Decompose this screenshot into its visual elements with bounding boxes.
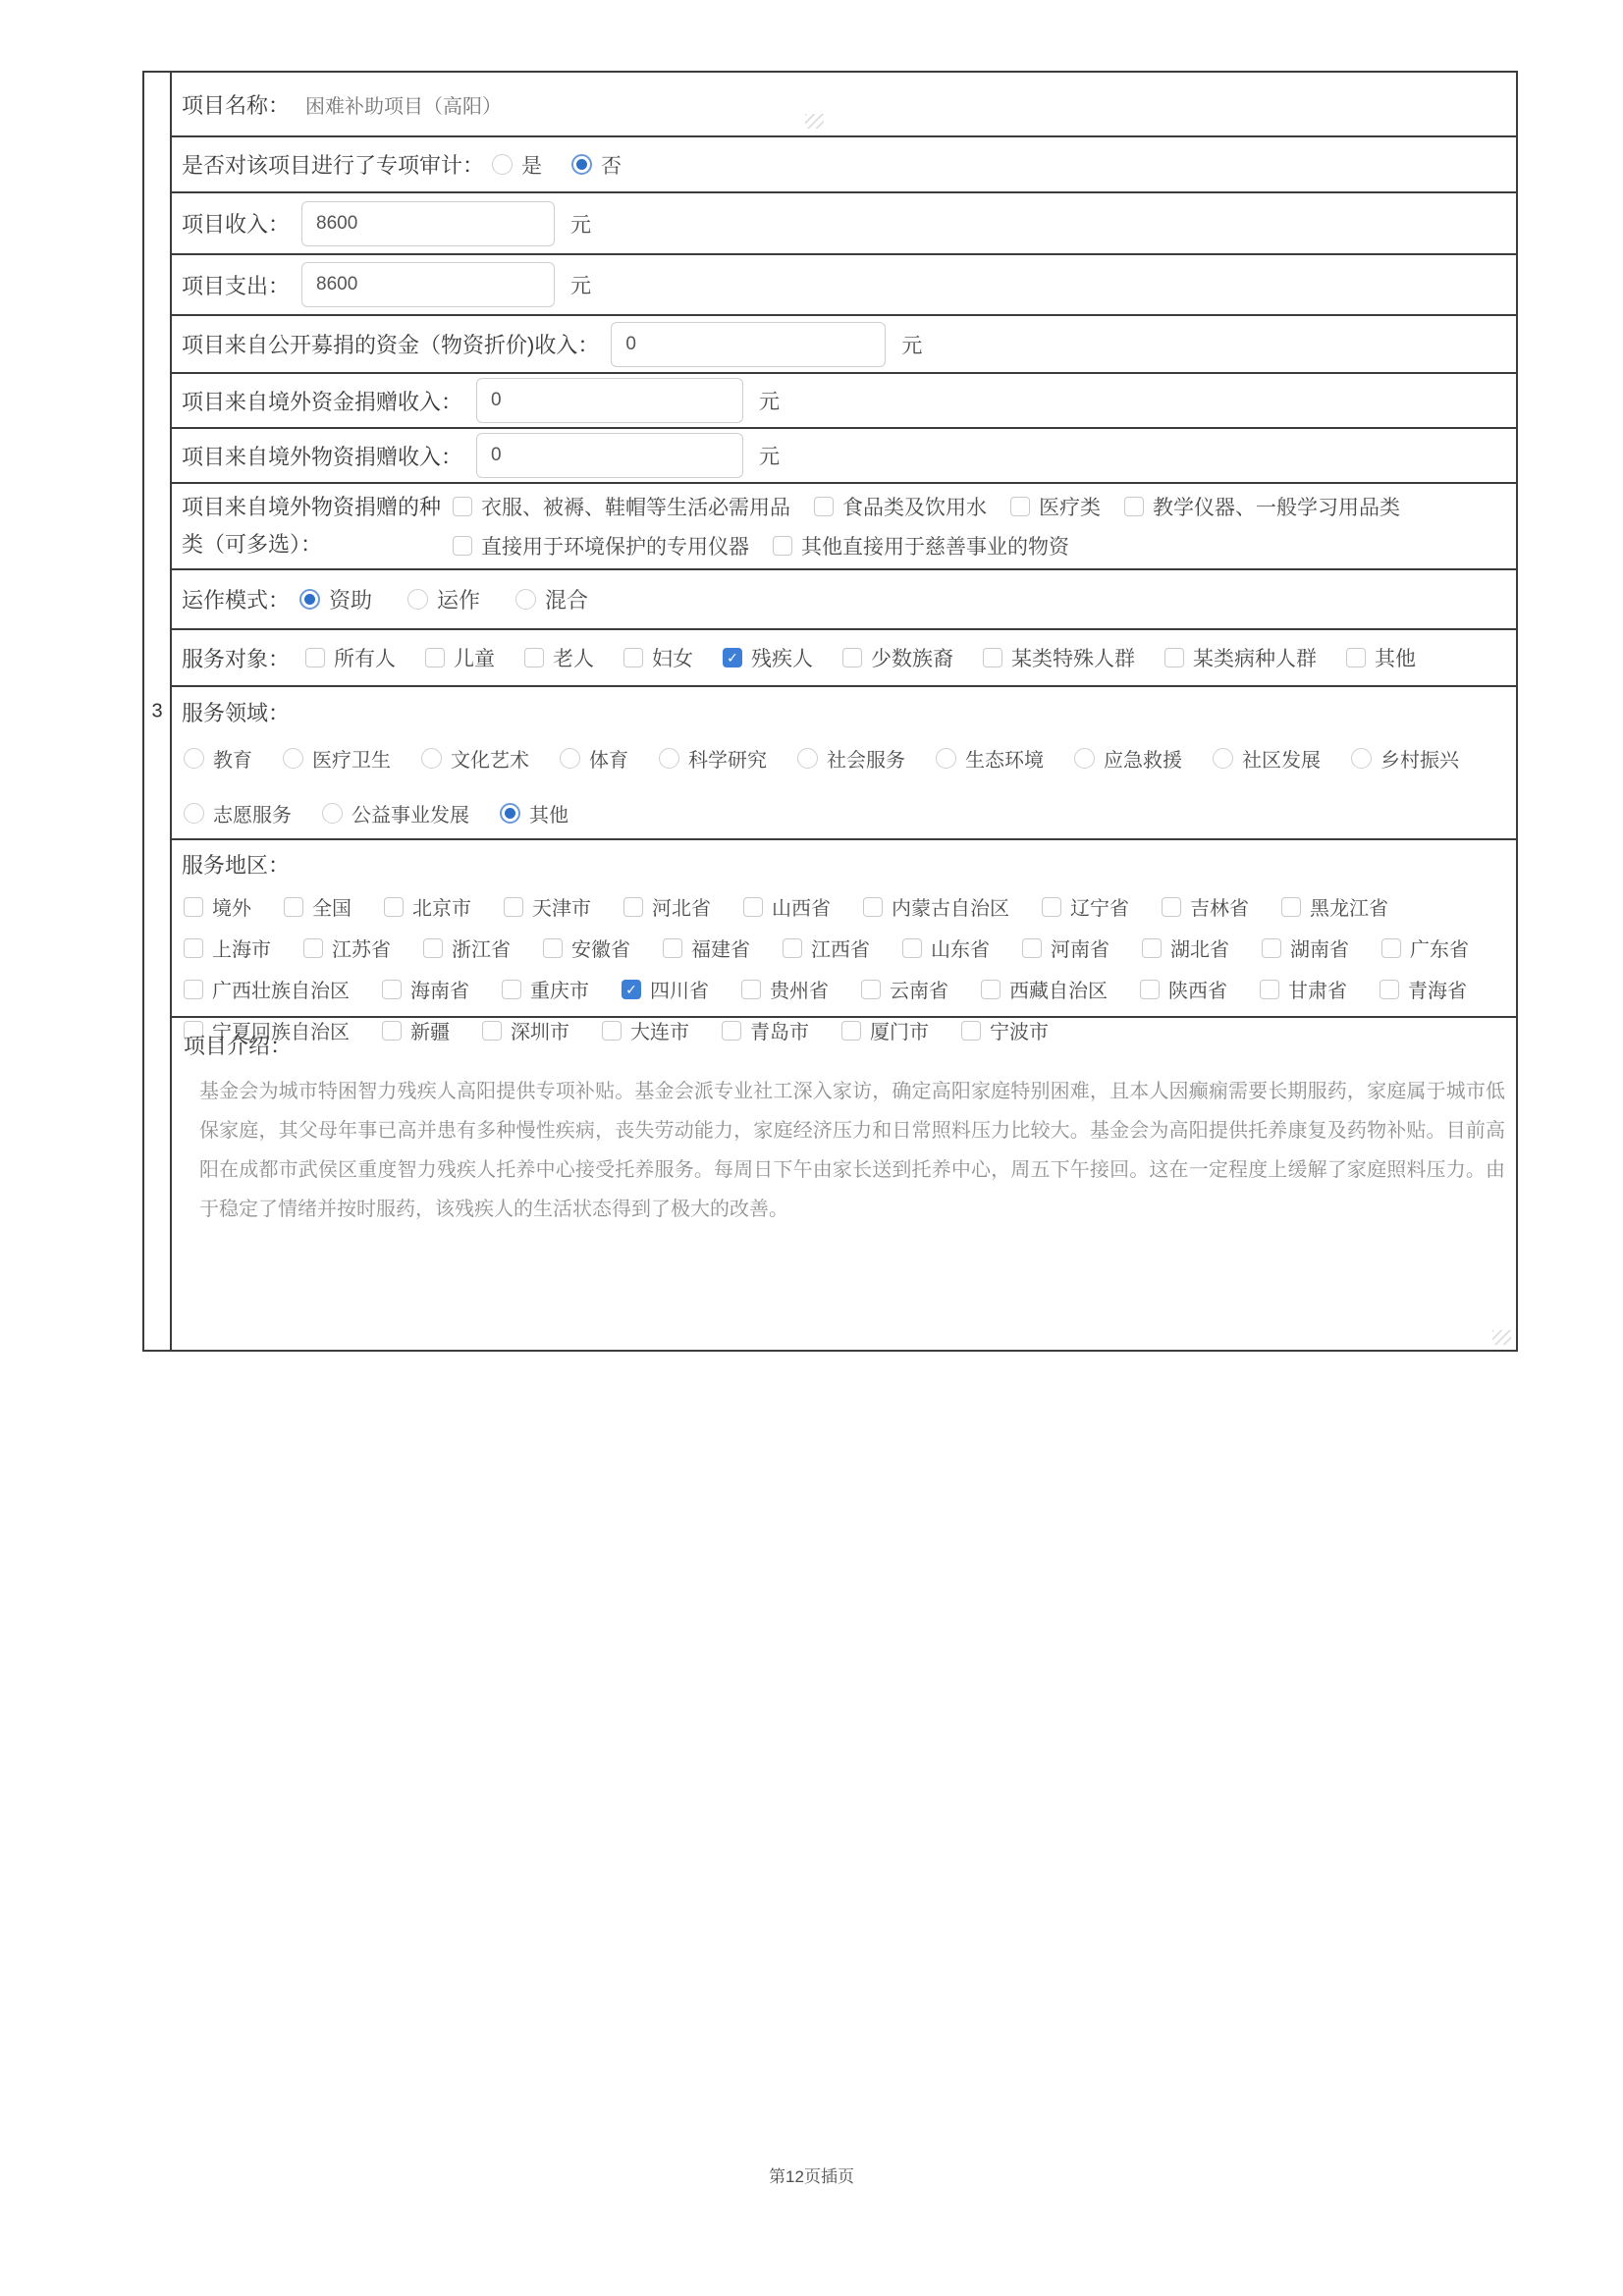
row-service-fields bbox=[172, 687, 1516, 840]
radio-option-label: 资助 bbox=[329, 588, 373, 613]
checkbox-option[interactable] bbox=[1140, 975, 1227, 1003]
checkbox-option[interactable] bbox=[983, 643, 1135, 672]
overseas-goods-income-input[interactable] bbox=[476, 433, 743, 478]
row-operation-mode bbox=[172, 570, 1516, 630]
checkbox-option-label: 云南省 bbox=[890, 981, 948, 1002]
radio-option[interactable] bbox=[936, 744, 1044, 773]
checkbox-option[interactable] bbox=[1042, 892, 1129, 921]
project-income-input[interactable] bbox=[301, 201, 555, 246]
overseas-goods-types-label: 项目来自境外物资捐赠的种类（可多选）： bbox=[182, 494, 442, 557]
checkbox-option-label: 广西壮族自治区 bbox=[212, 981, 350, 1002]
radio-option-label: 教育 bbox=[213, 750, 252, 772]
checkbox-option[interactable] bbox=[453, 531, 749, 561]
checkbox-option-label: 陕西省 bbox=[1168, 981, 1227, 1002]
checkbox-option[interactable] bbox=[1281, 892, 1388, 921]
radio-option[interactable] bbox=[515, 584, 588, 614]
overseas-goods-income-label: 项目来自境外物资捐赠收入： bbox=[182, 444, 463, 469]
checkbox-option-label: 新疆 bbox=[410, 1022, 450, 1043]
row-index-gutter bbox=[144, 73, 172, 1350]
row-public-donation-income bbox=[172, 316, 1516, 374]
checkbox-icon[interactable] bbox=[1346, 648, 1366, 667]
checkbox-option[interactable] bbox=[814, 492, 987, 521]
radio-option-label: 否 bbox=[601, 154, 622, 178]
checkbox-option-label: 江苏省 bbox=[332, 939, 391, 961]
checkbox-option-label: 山西省 bbox=[772, 898, 831, 920]
radio-option-label: 乡村振兴 bbox=[1380, 750, 1459, 772]
radio-icon[interactable] bbox=[184, 748, 204, 769]
page-footer: 第12页插页 bbox=[769, 2167, 854, 2186]
row-project-expense bbox=[172, 255, 1516, 316]
row-service-regions bbox=[172, 840, 1516, 1043]
service-regions-label: 服务地区： bbox=[182, 853, 291, 878]
project-income-unit: 元 bbox=[570, 213, 592, 237]
special-audit-label: 是否对该项目进行了专项审计： bbox=[182, 153, 485, 178]
checkbox-option[interactable] bbox=[741, 975, 829, 1003]
checkbox-icon[interactable] bbox=[981, 980, 1001, 999]
checkbox-option[interactable] bbox=[384, 892, 471, 921]
checkbox-icon[interactable]: ✓ bbox=[622, 980, 641, 999]
row-index: 3 bbox=[151, 700, 163, 721]
checkbox-icon[interactable] bbox=[305, 648, 325, 667]
service-fields-line bbox=[184, 744, 1502, 773]
checkbox-icon[interactable] bbox=[1142, 938, 1162, 958]
checkbox-icon[interactable] bbox=[303, 938, 323, 958]
radio-option[interactable] bbox=[492, 150, 542, 180]
radio-option[interactable] bbox=[1351, 744, 1459, 773]
public-donation-income-unit: 元 bbox=[901, 334, 923, 357]
checkbox-option-label: 辽宁省 bbox=[1070, 898, 1129, 920]
radio-option[interactable] bbox=[299, 584, 372, 614]
radio-icon[interactable] bbox=[936, 748, 956, 769]
checkbox-option-label: 所有人 bbox=[334, 648, 397, 670]
checkbox-option[interactable] bbox=[743, 892, 831, 921]
radio-option-label: 社会服务 bbox=[827, 750, 905, 772]
radio-option[interactable] bbox=[184, 744, 252, 773]
checkbox-option-label: 教学仪器、一般学习用品类 bbox=[1153, 497, 1400, 519]
checkbox-option-label: 厦门市 bbox=[870, 1022, 929, 1043]
checkbox-icon[interactable] bbox=[773, 536, 792, 556]
checkbox-option-label: 山东省 bbox=[931, 939, 990, 961]
checkbox-option[interactable] bbox=[622, 975, 709, 1003]
checkbox-icon[interactable] bbox=[1010, 497, 1030, 516]
checkbox-icon[interactable] bbox=[861, 980, 881, 999]
checkbox-option[interactable] bbox=[863, 892, 1009, 921]
service-targets-group bbox=[305, 643, 1416, 672]
radio-icon[interactable] bbox=[184, 803, 204, 824]
checkbox-option-label: 某类特殊人群 bbox=[1011, 648, 1136, 670]
checkbox-option[interactable] bbox=[543, 934, 630, 962]
radio-option[interactable] bbox=[659, 744, 767, 773]
checkbox-icon[interactable] bbox=[543, 938, 563, 958]
checkbox-option-label: 四川省 bbox=[650, 981, 709, 1002]
checkbox-option[interactable] bbox=[773, 531, 1069, 561]
checkbox-option[interactable] bbox=[981, 975, 1108, 1003]
radio-icon[interactable] bbox=[1074, 748, 1095, 769]
checkbox-icon[interactable] bbox=[384, 897, 404, 917]
checkbox-option[interactable] bbox=[423, 934, 511, 962]
radio-icon[interactable] bbox=[407, 589, 428, 610]
checkbox-option-label: 浙江省 bbox=[452, 939, 511, 961]
checkbox-icon[interactable] bbox=[1022, 938, 1042, 958]
overseas-fund-income-input[interactable] bbox=[476, 378, 743, 423]
checkbox-option[interactable] bbox=[453, 492, 790, 521]
row-project-name bbox=[172, 73, 1516, 137]
checkbox-option[interactable] bbox=[284, 892, 352, 921]
radio-option-label: 生态环境 bbox=[965, 750, 1044, 772]
radio-icon[interactable] bbox=[500, 803, 520, 824]
checkbox-icon[interactable] bbox=[502, 980, 521, 999]
checkbox-option-label: 福建省 bbox=[691, 939, 750, 961]
checkbox-option-label: 重庆市 bbox=[530, 981, 589, 1002]
radio-option-label: 运作 bbox=[437, 588, 481, 613]
checkbox-option-label: 其他直接用于慈善事业的物资 bbox=[801, 536, 1069, 559]
checkbox-option[interactable] bbox=[184, 934, 271, 962]
checkbox-option[interactable] bbox=[1164, 643, 1317, 672]
radio-option-label: 社区发展 bbox=[1242, 750, 1321, 772]
project-expense-unit: 元 bbox=[570, 275, 592, 297]
radio-option[interactable] bbox=[1074, 744, 1182, 773]
row-overseas-goods-income bbox=[172, 429, 1516, 484]
checkbox-icon[interactable] bbox=[284, 897, 303, 917]
checkbox-option-label: 食品类及饮用水 bbox=[842, 497, 987, 519]
checkbox-option-label: 深圳市 bbox=[511, 1022, 569, 1043]
checkbox-icon[interactable] bbox=[1381, 938, 1401, 958]
checkbox-option[interactable] bbox=[184, 892, 251, 921]
checkbox-option[interactable] bbox=[723, 643, 813, 672]
row-service-targets bbox=[172, 630, 1516, 687]
radio-option[interactable] bbox=[407, 584, 480, 614]
checkbox-option[interactable] bbox=[623, 643, 693, 672]
checkbox-option-label: 某类病种人群 bbox=[1193, 648, 1318, 670]
checkbox-icon[interactable] bbox=[842, 648, 862, 667]
checkbox-icon[interactable] bbox=[1260, 980, 1279, 999]
textarea-resize-grip-icon[interactable] bbox=[1492, 1330, 1511, 1345]
checkbox-option-label: 贵州省 bbox=[770, 981, 829, 1002]
checkbox-option-label: 西藏自治区 bbox=[1009, 981, 1108, 1002]
checkbox-option-label: 儿童 bbox=[454, 648, 496, 670]
checkbox-option[interactable] bbox=[1380, 975, 1467, 1003]
checkbox-option-label: 少数族裔 bbox=[871, 648, 954, 670]
service-fields-label: 服务领域： bbox=[182, 701, 291, 725]
radio-icon[interactable] bbox=[659, 748, 679, 769]
checkbox-option-label: 内蒙古自治区 bbox=[892, 898, 1009, 920]
checkbox-icon[interactable] bbox=[983, 648, 1002, 667]
project-expense-label: 项目支出： bbox=[182, 273, 291, 298]
service-regions-line bbox=[184, 892, 1502, 921]
checkbox-icon[interactable] bbox=[453, 497, 472, 516]
radio-option-label: 科学研究 bbox=[688, 750, 767, 772]
radio-icon[interactable] bbox=[283, 748, 303, 769]
overseas-fund-income-unit: 元 bbox=[759, 391, 781, 413]
checkbox-icon[interactable] bbox=[623, 648, 643, 667]
project-intro-label: 项目介绍： bbox=[184, 1034, 293, 1058]
service-fields-line bbox=[184, 799, 1502, 828]
checkbox-option[interactable] bbox=[623, 892, 711, 921]
project-expense-input[interactable] bbox=[301, 262, 555, 307]
checkbox-option-label: 湖南省 bbox=[1290, 939, 1349, 961]
radio-icon[interactable] bbox=[560, 748, 580, 769]
radio-option-label: 是 bbox=[521, 154, 543, 178]
checkbox-option[interactable] bbox=[1381, 934, 1469, 962]
checkbox-option-label: 河南省 bbox=[1051, 939, 1109, 961]
checkbox-option-label: 甘肃省 bbox=[1288, 981, 1347, 1002]
checkbox-option-label: 残疾人 bbox=[751, 648, 814, 670]
checkbox-option-label: 其他 bbox=[1375, 648, 1417, 670]
row-project-intro bbox=[172, 1018, 1516, 1350]
checkbox-icon[interactable] bbox=[743, 897, 763, 917]
radio-option[interactable] bbox=[571, 150, 622, 180]
project-form-table bbox=[142, 71, 1518, 1352]
checkbox-icon[interactable] bbox=[524, 648, 544, 667]
checkbox-option[interactable] bbox=[1142, 934, 1229, 962]
project-intro-text[interactable]: 基金会为城市特困智力残疾人高阳提供专项补贴。基金会派专业社工深入家访，确定高阳家庭特别困难，且本人因癫痫需要长期服药，家庭属于城市低保家庭，其父母年事已高并患有多种慢性疾病，丧失劳动能力，家庭经济压力和日常照料压力比较大。基金会为高阳提供托养康复及药物补贴。目前高阳在成都市武侯区重度智力残疾人托养中心接受托养服务。每周日下午由家长送到托养中心，周五下午接回。这在一定程度上缓解了家庭照料压力。由于稳定了情绪并按时服药，该残疾人的生活状态得到了极大的改善。 bbox=[199, 1081, 1505, 1220]
service-regions-line bbox=[184, 975, 1502, 1003]
checkbox-option-label: 直接用于环境保护的专用仪器 bbox=[481, 536, 749, 559]
operation-mode-label: 运作模式： bbox=[182, 588, 291, 613]
checkbox-option-label: 全国 bbox=[312, 898, 352, 920]
checkbox-icon[interactable] bbox=[1124, 497, 1144, 516]
checkbox-option-label: 江西省 bbox=[811, 939, 870, 961]
checkbox-option[interactable] bbox=[861, 975, 948, 1003]
checkbox-icon[interactable] bbox=[663, 938, 682, 958]
checkbox-icon[interactable] bbox=[1162, 897, 1181, 917]
checkbox-icon[interactable] bbox=[504, 897, 523, 917]
checkbox-icon[interactable] bbox=[783, 938, 802, 958]
checkbox-icon[interactable] bbox=[184, 938, 203, 958]
checkbox-icon[interactable] bbox=[184, 980, 203, 999]
row-special-audit bbox=[172, 137, 1516, 193]
checkbox-icon[interactable] bbox=[453, 536, 472, 556]
operation-mode-group bbox=[299, 584, 588, 614]
radio-option[interactable] bbox=[560, 744, 628, 773]
checkbox-option-label: 妇女 bbox=[652, 648, 694, 670]
checkbox-icon[interactable] bbox=[902, 938, 922, 958]
project-income-label: 项目收入： bbox=[182, 212, 291, 237]
checkbox-option-label: 北京市 bbox=[412, 898, 471, 920]
checkbox-option[interactable] bbox=[524, 643, 594, 672]
checkbox-icon[interactable] bbox=[1281, 897, 1301, 917]
checkbox-option-label: 广东省 bbox=[1410, 939, 1469, 961]
checkbox-option-label: 宁波市 bbox=[990, 1022, 1049, 1043]
checkbox-option-label: 吉林省 bbox=[1190, 898, 1249, 920]
radio-option[interactable] bbox=[184, 799, 292, 828]
radio-icon[interactable] bbox=[1213, 748, 1233, 769]
checkbox-option[interactable] bbox=[1346, 643, 1416, 672]
radio-icon[interactable] bbox=[1351, 748, 1372, 769]
radio-option-label: 医疗卫生 bbox=[312, 750, 391, 772]
radio-option-label: 应急救援 bbox=[1104, 750, 1182, 772]
checkbox-icon[interactable] bbox=[425, 648, 445, 667]
checkbox-option[interactable] bbox=[1022, 934, 1109, 962]
radio-option[interactable] bbox=[500, 799, 568, 828]
checkbox-icon[interactable] bbox=[1380, 980, 1399, 999]
checkbox-option[interactable] bbox=[842, 643, 953, 672]
checkbox-icon[interactable] bbox=[741, 980, 761, 999]
checkbox-option[interactable] bbox=[1162, 892, 1249, 921]
checkbox-option[interactable] bbox=[1124, 492, 1400, 521]
checkbox-option[interactable] bbox=[783, 934, 870, 962]
overseas-fund-income-label: 项目来自境外资金捐赠收入： bbox=[182, 389, 463, 414]
radio-option-label: 公益事业发展 bbox=[352, 805, 469, 827]
checkbox-option[interactable] bbox=[382, 975, 469, 1003]
checkbox-option-label: 衣服、被褥、鞋帽等生活必需用品 bbox=[481, 497, 790, 519]
checkbox-icon[interactable]: ✓ bbox=[723, 648, 742, 667]
checkbox-option[interactable] bbox=[1262, 934, 1349, 962]
public-donation-income-input[interactable] bbox=[611, 322, 886, 367]
checkbox-option[interactable] bbox=[425, 643, 495, 672]
checkbox-option-label: 境外 bbox=[212, 898, 251, 920]
checkbox-option[interactable] bbox=[663, 934, 750, 962]
radio-option-label: 其他 bbox=[529, 805, 568, 827]
service-regions-line bbox=[184, 934, 1502, 962]
checkbox-icon[interactable] bbox=[863, 897, 883, 917]
checkbox-option-label: 上海市 bbox=[212, 939, 271, 961]
checkbox-icon[interactable] bbox=[382, 980, 402, 999]
checkbox-option[interactable] bbox=[305, 643, 396, 672]
checkbox-option-label: 湖北省 bbox=[1170, 939, 1229, 961]
checkbox-icon[interactable] bbox=[814, 497, 834, 516]
overseas-goods-types-group bbox=[453, 492, 1516, 561]
radio-icon[interactable] bbox=[515, 589, 536, 610]
checkbox-icon[interactable] bbox=[1140, 980, 1160, 999]
service-targets-label: 服务对象： bbox=[182, 646, 291, 671]
checkbox-option-label: 医疗类 bbox=[1039, 497, 1101, 519]
project-name-label: 项目名称： bbox=[182, 92, 291, 118]
special-audit-group bbox=[492, 150, 622, 180]
checkbox-icon[interactable] bbox=[184, 897, 203, 917]
checkbox-option-label: 天津市 bbox=[532, 898, 591, 920]
radio-option[interactable] bbox=[322, 799, 469, 828]
radio-option-label: 体育 bbox=[589, 750, 628, 772]
checkbox-option[interactable] bbox=[184, 975, 350, 1003]
checkbox-option-label: 老人 bbox=[553, 648, 595, 670]
checkbox-option[interactable] bbox=[902, 934, 990, 962]
checkbox-icon[interactable] bbox=[423, 938, 443, 958]
project-name-value[interactable]: 困难补助项目（高阳） bbox=[305, 95, 503, 118]
checkbox-icon[interactable] bbox=[1262, 938, 1281, 958]
checkbox-option[interactable] bbox=[303, 934, 391, 962]
checkbox-option-label: 宁夏回族自治区 bbox=[212, 1022, 350, 1043]
radio-icon[interactable] bbox=[322, 803, 343, 824]
checkbox-option-label: 海南省 bbox=[410, 981, 469, 1002]
radio-option-label: 混合 bbox=[545, 588, 589, 613]
checkbox-icon[interactable] bbox=[1164, 648, 1184, 667]
checkbox-option-label: 青海省 bbox=[1408, 981, 1467, 1002]
row-overseas-fund-income bbox=[172, 374, 1516, 429]
radio-icon[interactable] bbox=[797, 748, 818, 769]
radio-option[interactable] bbox=[1213, 744, 1321, 773]
checkbox-option[interactable] bbox=[504, 892, 591, 921]
overseas-goods-income-unit: 元 bbox=[759, 446, 781, 468]
checkbox-option-label: 河北省 bbox=[652, 898, 711, 920]
checkbox-option-label: 青岛市 bbox=[750, 1022, 809, 1043]
radio-option[interactable] bbox=[283, 744, 391, 773]
form-rows bbox=[172, 73, 1516, 1350]
row-project-income bbox=[172, 193, 1516, 255]
radio-option-label: 文化艺术 bbox=[451, 750, 529, 772]
checkbox-option-label: 大连市 bbox=[630, 1022, 689, 1043]
checkbox-option-label: 安徽省 bbox=[571, 939, 630, 961]
radio-option[interactable] bbox=[421, 744, 529, 773]
radio-icon[interactable] bbox=[571, 154, 592, 175]
checkbox-option[interactable] bbox=[1260, 975, 1347, 1003]
radio-icon[interactable] bbox=[492, 154, 513, 175]
public-donation-income-label: 项目来自公开募捐的资金（物资折价)收入： bbox=[182, 333, 600, 357]
checkbox-icon[interactable] bbox=[623, 897, 643, 917]
checkbox-option[interactable] bbox=[502, 975, 589, 1003]
radio-option[interactable] bbox=[797, 744, 905, 773]
radio-icon[interactable] bbox=[421, 748, 442, 769]
checkbox-icon[interactable] bbox=[1042, 897, 1061, 917]
row-overseas-goods-types bbox=[172, 484, 1516, 570]
checkbox-option[interactable] bbox=[1010, 492, 1101, 521]
checkbox-option-label: 黑龙江省 bbox=[1310, 898, 1388, 920]
radio-option-label: 志愿服务 bbox=[213, 805, 292, 827]
textarea-resize-grip-icon[interactable] bbox=[805, 114, 824, 129]
radio-icon[interactable] bbox=[299, 589, 320, 610]
